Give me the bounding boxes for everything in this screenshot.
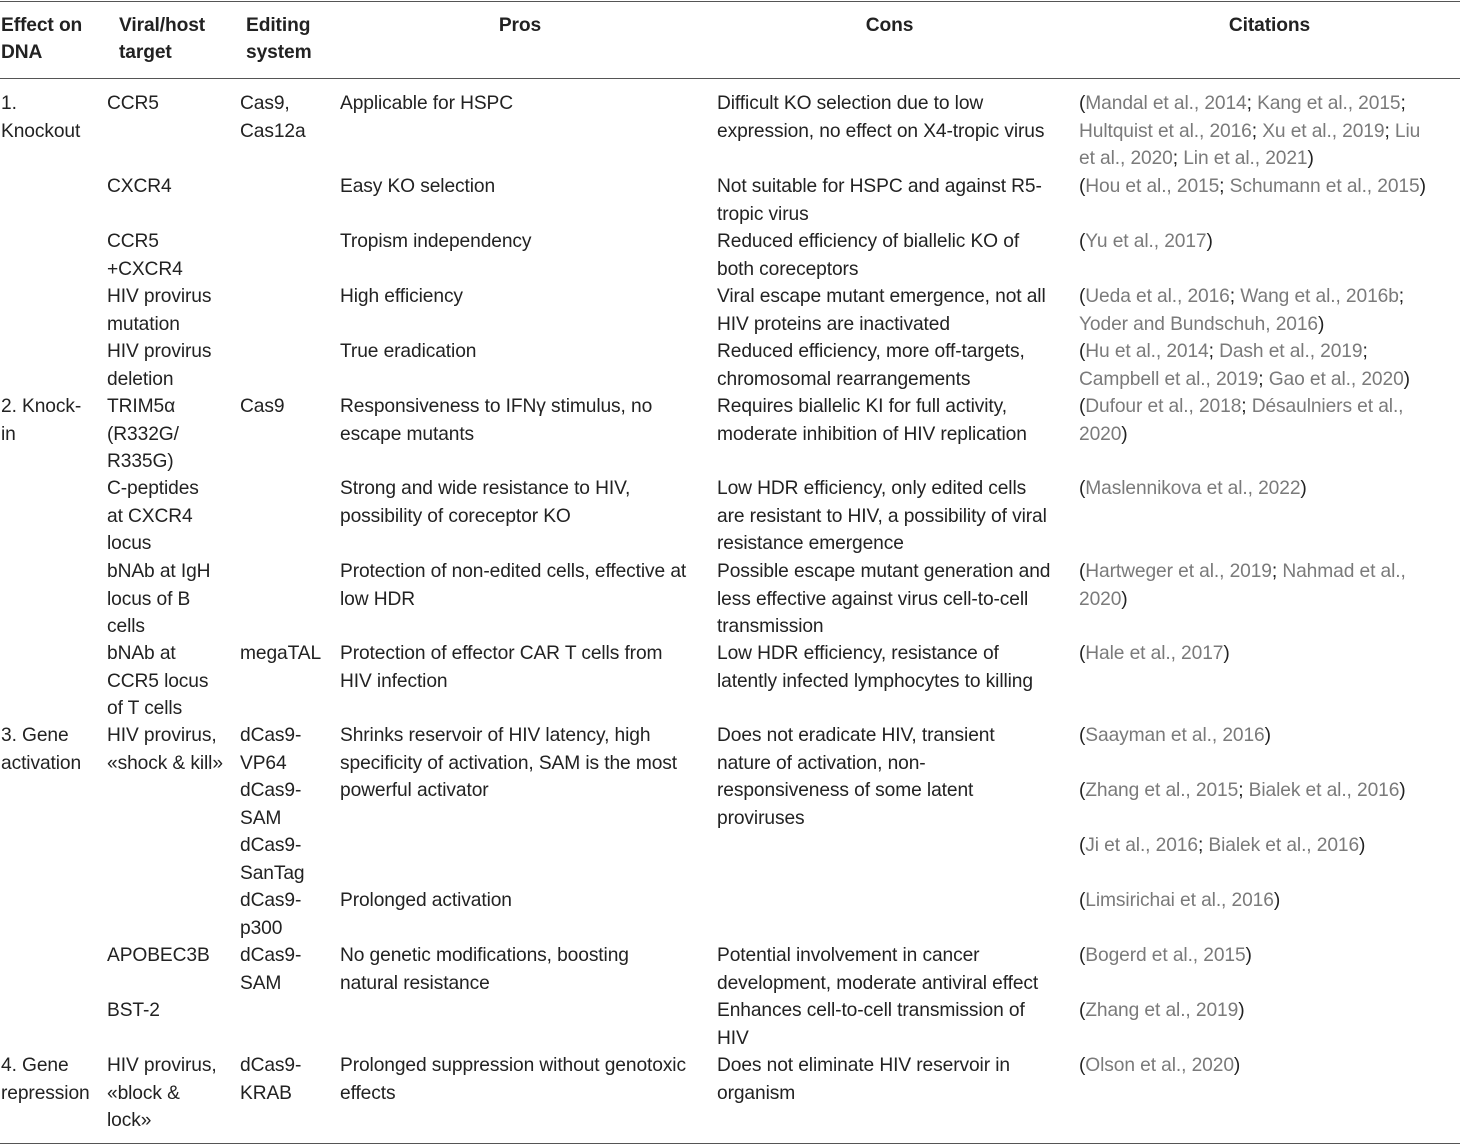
paren: (	[1079, 945, 1086, 966]
citation-link[interactable]: Hultquist et al., 2016	[1079, 120, 1252, 142]
citations-provirus-deletion	[1079, 338, 1410, 393]
system-dcas9-p300: dCas9- p300	[240, 890, 302, 939]
target-hiv-shock-kill: HIV provirus, «shock & kill»	[107, 725, 223, 774]
paren: (	[1079, 780, 1086, 801]
system-cas9: Cas9	[240, 396, 285, 417]
paren: (	[1079, 1000, 1086, 1021]
citation-link[interactable]: Bialek et al., 2016	[1248, 780, 1400, 801]
paren: )	[1359, 835, 1366, 856]
paren: )	[1317, 313, 1325, 335]
citation-link[interactable]: Saayman et al., 2016	[1085, 725, 1265, 746]
citation-link[interactable]: Yoder and Bundschuh, 2016	[1079, 313, 1318, 335]
separator: ;	[1384, 120, 1395, 142]
citations-dcas9-vp64	[1079, 722, 1271, 750]
pros-provirus-deletion: True eradication	[340, 341, 477, 362]
effect-knock-in: 2. Knock- in	[1, 396, 82, 445]
paren: (	[1079, 478, 1086, 499]
citations-bnab-ccr5	[1079, 640, 1230, 668]
separator: ;	[1362, 341, 1368, 362]
pros-p300: Prolonged activation	[340, 890, 512, 911]
table-bottom-rule	[0, 1143, 1460, 1144]
system-dcas9-vp64: dCas9- VP64	[240, 725, 302, 774]
separator: ;	[1238, 780, 1249, 801]
target-trim5a: TRIM5α (R332G/ R335G)	[107, 396, 179, 472]
citation-link[interactable]: Hu et al., 2014	[1085, 341, 1209, 362]
citation-link[interactable]: Gao et al., 2020	[1268, 368, 1404, 390]
separator: ;	[1208, 341, 1220, 362]
paren: (	[1079, 643, 1086, 664]
paren: )	[1419, 176, 1426, 197]
citation-link[interactable]: Ji et al., 2016	[1085, 835, 1198, 856]
cons-ccr5-cxcr4: Reduced efficiency of biallelic KO of both coreceptors	[717, 231, 1020, 280]
paren: (	[1079, 1055, 1086, 1076]
system-megatal: megaTAL	[240, 643, 322, 664]
citations-trim5a	[1079, 393, 1403, 448]
pros-trim5a: Responsiveness to IFNγ stimulus, no escape mutants	[340, 396, 653, 445]
cons-apobec3b: Potential involvement in cancer development, moderate antiviral effect	[717, 945, 1039, 994]
header-editing-system: Editing system	[246, 15, 312, 63]
paren: )	[1245, 945, 1252, 966]
citation-link[interactable]: Olson et al., 2020	[1085, 1055, 1234, 1076]
table-top-rule	[0, 1, 1460, 2]
system-dcas9-santag: dCas9- SanTag	[240, 835, 305, 884]
cons-provirus-deletion: Reduced efficiency, more off-targets, chromosomal rearrangements	[717, 341, 1025, 390]
separator: ;	[1398, 286, 1405, 307]
citations-ccr5	[1079, 90, 1459, 173]
pros-provirus-mutation: High efficiency	[340, 286, 463, 307]
paren: (	[1079, 176, 1086, 197]
pros-c-peptides: Strong and wide resistance to HIV, possibility of coreceptor KO	[340, 478, 631, 527]
citation-link[interactable]: Lin et al., 2021	[1183, 148, 1308, 169]
target-bnab-ccr5: bNAb at CCR5 locus of T cells	[107, 643, 209, 719]
target-c-peptides: C-peptides at CXCR4 locus	[107, 478, 199, 554]
paren: )	[1121, 423, 1128, 445]
paren: )	[1300, 478, 1307, 499]
pros-ccr5-cxcr4: Tropism independency	[340, 231, 532, 252]
citations-dcas9-p300	[1079, 887, 1280, 915]
citation-link[interactable]: Yu et al., 2017	[1085, 231, 1207, 252]
citations-provirus-mutation	[1079, 283, 1404, 338]
citations-cxcr4	[1079, 173, 1426, 201]
pros-bnab-ccr5: Protection of effector CAR T cells from HIV infection	[340, 643, 663, 692]
citation-link[interactable]: 2020	[1079, 588, 1122, 610]
citation-link[interactable]: Hale et al., 2017	[1085, 643, 1224, 664]
cons-bnab-igh: Possible escape mutant generation and less effective against virus cell-to-cell transmission	[717, 561, 1051, 637]
paren: )	[1121, 588, 1128, 610]
citation-link[interactable]: Hou et al., 2015	[1085, 176, 1220, 197]
citation-link[interactable]: Zhang et al., 2019	[1085, 1000, 1239, 1021]
target-bst-2: BST-2	[107, 1000, 160, 1021]
separator: ;	[1219, 176, 1230, 197]
target-ccr5: CCR5	[107, 93, 159, 114]
target-apobec3b: APOBEC3B	[107, 945, 210, 966]
target-hiv-provirus-mutation: HIV provirus mutation	[107, 286, 212, 335]
citation-link[interactable]: 2020	[1079, 423, 1122, 445]
cons-shock-kill: Does not eradicate HIV, transient nature of activation, non- responsiveness of some latent proviruses	[717, 725, 995, 829]
citations-dcas9-sam	[1079, 777, 1406, 805]
paren: )	[1264, 725, 1271, 746]
separator: ;	[1258, 368, 1269, 390]
cons-c-peptides: Low HDR efficiency, only edited cells are resistant to HIV, a possibility of viral resistance emergence	[717, 478, 1047, 554]
header-cons: Cons	[865, 15, 914, 36]
paren: )	[1223, 643, 1230, 664]
system-cas9-cas12a: Cas9, Cas12a	[240, 93, 306, 142]
cons-trim5a: Requires biallelic KI for full activity, moderate inhibition of HIV replication	[717, 396, 1027, 445]
citation-link[interactable]: Dash et al., 2019	[1219, 341, 1363, 362]
paren: (	[1079, 890, 1086, 911]
separator: ;	[1251, 120, 1263, 142]
paren: )	[1399, 780, 1406, 801]
header-effect-on-dna: Effect on DNA	[1, 15, 83, 63]
paren: (	[1079, 286, 1086, 307]
citation-link[interactable]: Bialek et al., 2016	[1208, 835, 1360, 856]
citation-link[interactable]: Liu	[1394, 120, 1421, 142]
citation-link[interactable]: Zhang et al., 2015	[1085, 780, 1239, 801]
citation-link[interactable]: Désaulniers et al.,	[1251, 396, 1404, 417]
header-pros: Pros	[498, 15, 542, 36]
cons-ccr5: Difficult KO selection due to low expression, no effect on X4-tropic virus	[717, 93, 1045, 142]
citation-link[interactable]: Nahmad et al.,	[1282, 561, 1406, 582]
separator: ;	[1241, 396, 1252, 417]
citations-bst-2	[1079, 997, 1244, 1025]
citations-ccr5-cxcr4	[1079, 228, 1213, 256]
citations-apobec3b	[1079, 942, 1252, 970]
paren: )	[1273, 890, 1281, 911]
paren: (	[1079, 93, 1086, 114]
citation-link[interactable]: Campbell et al., 2019	[1079, 368, 1259, 390]
effect-gene-repression: 4. Gene repression	[1, 1055, 90, 1104]
citation-link[interactable]: Dufour et al., 2018	[1085, 396, 1242, 417]
table-header-rule	[0, 78, 1460, 79]
paren: )	[1403, 368, 1410, 390]
pros-ccr5: Applicable for HSPC	[340, 93, 513, 114]
pros-shock-kill: Shrinks reservoir of HIV latency, high specificity of activation, SAM is the most powerful activator	[340, 725, 678, 801]
citation-link[interactable]: Schumann et al., 2015	[1229, 176, 1420, 197]
cons-cxcr4: Not suitable for HSPC and against R5- tropic virus	[717, 176, 1042, 225]
cons-provirus-mutation: Viral escape mutant emergence, not all HIV proteins are inactivated	[717, 286, 1046, 335]
citations-c-peptides	[1079, 475, 1307, 503]
citations-dcas9-santag	[1079, 832, 1365, 860]
separator: ;	[1271, 561, 1283, 582]
effect-gene-activation: 3. Gene activation	[1, 725, 82, 774]
citation-link[interactable]: Maslennikova et al., 2022	[1085, 478, 1301, 499]
target-ccr5-cxcr4: CCR5 +CXCR4	[107, 231, 183, 280]
separator: ;	[1246, 93, 1258, 114]
citations-bnab-igh	[1079, 558, 1406, 613]
system-dcas9-sam-2: dCas9- SAM	[240, 945, 302, 994]
paren: )	[1206, 231, 1213, 252]
citation-link[interactable]: Hartweger et al., 2019	[1085, 561, 1272, 582]
target-bnab-igh: bNAb at IgH locus of B cells	[107, 561, 211, 637]
separator: ;	[1400, 93, 1406, 114]
pros-block-lock: Prolonged suppression without genotoxic effects	[340, 1055, 686, 1104]
paren: (	[1079, 396, 1086, 417]
pros-bnab-igh: Protection of non-edited cells, effective at low HDR	[340, 561, 687, 610]
system-dcas9-sam: dCas9- SAM	[240, 780, 302, 829]
effect-knockout: 1. Knockout	[1, 93, 81, 142]
citation-link[interactable]: Wang et al., 2016b	[1240, 286, 1399, 307]
separator: ;	[1197, 835, 1209, 856]
separator: ;	[1229, 286, 1241, 307]
system-dcas9-krab: dCas9- KRAB	[240, 1055, 302, 1104]
target-hiv-block-lock: HIV provirus, «block & lock»	[107, 1055, 217, 1131]
target-hiv-provirus-deletion: HIV provirus deletion	[107, 341, 212, 390]
paren: (	[1079, 725, 1086, 746]
cons-bnab-ccr5: Low HDR efficiency, resistance of latently infected lymphocytes to killing	[717, 643, 1033, 692]
paren: (	[1079, 561, 1086, 582]
pros-apobec3b: No genetic modifications, boosting natural resistance	[340, 945, 629, 994]
paren: )	[1233, 1055, 1241, 1076]
cons-bst-2: Enhances cell-to-cell transmission of HIV	[717, 1000, 1025, 1049]
citation-link[interactable]: Mandal et al., 2014	[1085, 93, 1247, 114]
paren: (	[1079, 341, 1086, 362]
citation-link[interactable]: Kang et al., 2015	[1257, 93, 1401, 114]
citation-link[interactable]: Bogerd et al., 2015	[1085, 945, 1246, 966]
citation-link[interactable]: Limsirichai et al., 2016	[1085, 890, 1274, 911]
paren: )	[1307, 148, 1314, 169]
target-cxcr4: CXCR4	[107, 176, 172, 197]
paren: (	[1079, 231, 1086, 252]
citation-link[interactable]: et al., 2020	[1079, 148, 1173, 169]
pros-cxcr4: Easy KO selection	[340, 176, 496, 197]
citations-block-lock	[1079, 1052, 1240, 1080]
citation-link[interactable]: Xu et al., 2019	[1262, 120, 1385, 142]
paren: (	[1079, 835, 1086, 856]
header-viral-host-target: Viral/host target	[119, 15, 206, 63]
separator: ;	[1172, 148, 1184, 169]
cons-block-lock: Does not eliminate HIV reservoir in organism	[717, 1055, 1010, 1104]
citation-link[interactable]: Ueda et al., 2016	[1085, 286, 1230, 307]
header-citations: Citations	[1228, 15, 1311, 36]
paren: )	[1238, 1000, 1245, 1021]
